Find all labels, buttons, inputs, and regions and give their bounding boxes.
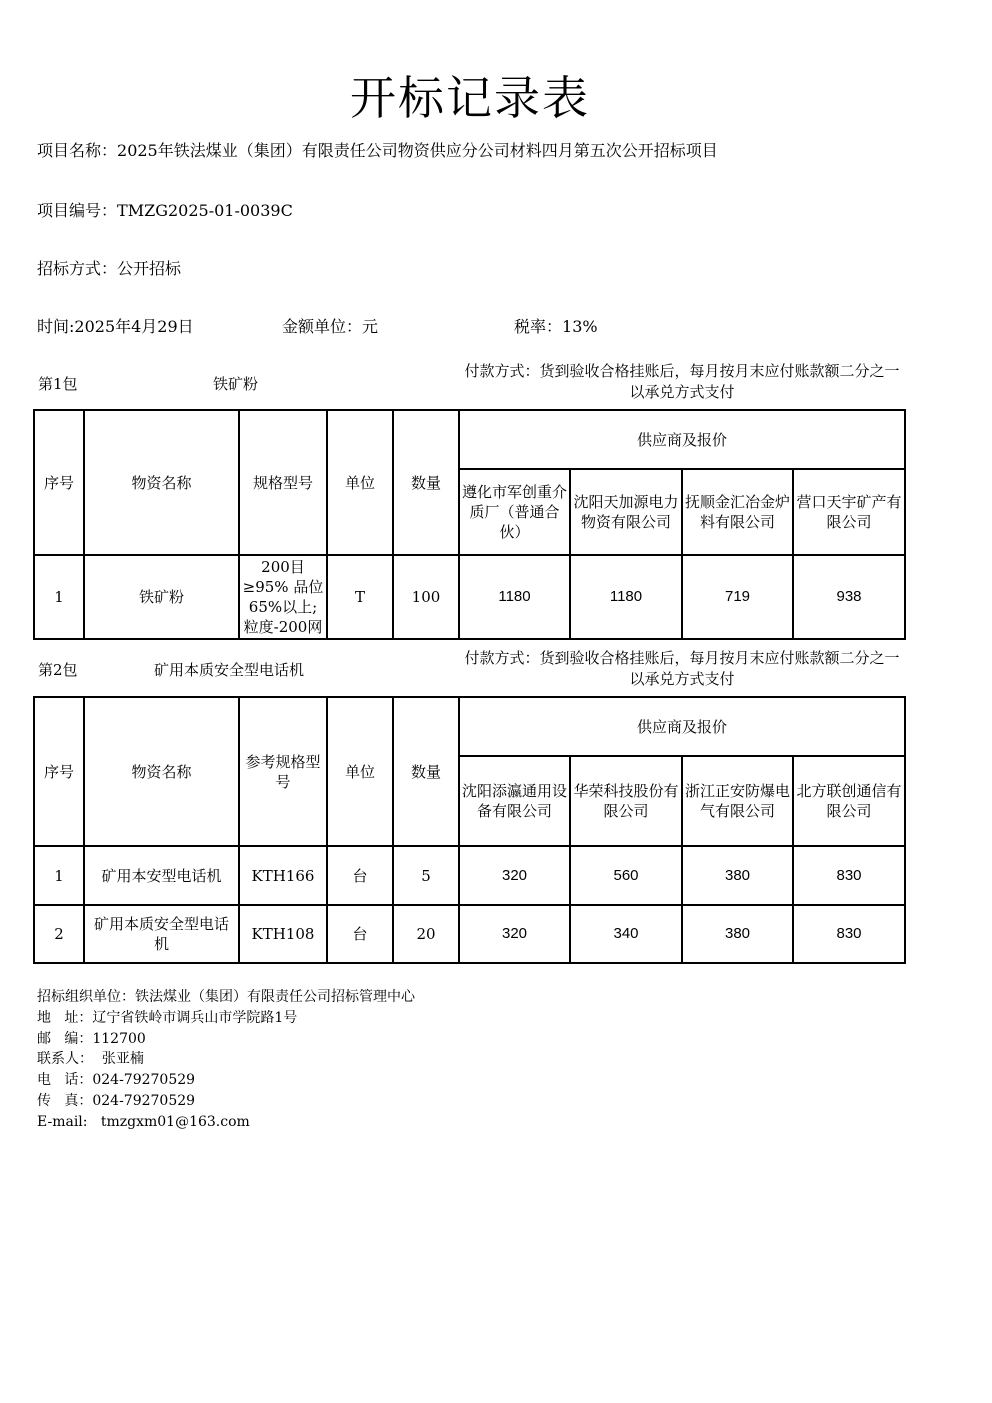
- package-2-payment-terms: 付款方式：货到验收合格挂账后，每月按月末应付账款额二分之一以承兑方式支付: [464, 649, 900, 688]
- row-price: 560: [570, 846, 682, 905]
- supplier-name: 浙江正安防爆电气有限公司: [682, 756, 793, 846]
- project-code: TMZG2025-01-0039C: [117, 201, 293, 220]
- header-suppliers: 供应商及报价: [459, 410, 905, 469]
- row-spec: KTH108: [239, 905, 327, 963]
- bid-date: 2025年4月29日: [74, 317, 194, 336]
- contact-info: [37, 987, 415, 1133]
- supplier-name: 遵化市军创重介质厂（普通合伙）: [459, 469, 570, 555]
- header-quantity: 数量: [393, 697, 459, 846]
- supplier-name: 华荣科技股份有限公司: [570, 756, 682, 846]
- header-no: 序号: [34, 697, 84, 846]
- package-1-item: 铁矿粉: [213, 375, 259, 393]
- package-2-label: 第2包: [38, 661, 78, 679]
- row-quantity: 20: [393, 905, 459, 963]
- header-unit: 单位: [327, 697, 393, 846]
- row-no: 1: [34, 846, 84, 905]
- email: E-mail: tmzgxm01@163.com: [37, 1113, 250, 1130]
- header-suppliers: 供应商及报价: [459, 697, 905, 756]
- tax-rate-label: 税率：: [514, 317, 563, 336]
- address: 地 址：辽宁省铁岭市调兵山市学院路1号: [37, 1009, 298, 1026]
- row-no: 1: [34, 555, 84, 639]
- table-row: [34, 555, 905, 639]
- row-material-name: 铁矿粉: [84, 555, 239, 639]
- bid-date-label: 时间:: [37, 317, 75, 336]
- bid-method-line: [37, 256, 181, 279]
- package-1-payment-terms: 付款方式：货到验收合格挂账后，每月按月末应付账款额二分之一以承兑方式支付: [464, 362, 900, 401]
- table-row: [34, 846, 905, 905]
- header-material-name: 物资名称: [84, 697, 239, 846]
- header-quantity: 数量: [393, 410, 459, 555]
- row-spec: 200目 ≥95% 品位65%以上;粒度-200网: [239, 555, 327, 639]
- page-title: 开标记录表: [350, 71, 590, 125]
- header-no: 序号: [34, 410, 84, 555]
- row-no: 2: [34, 905, 84, 963]
- fax: 传 真：024-79270529: [37, 1092, 196, 1109]
- supplier-name: 北方联创通信有限公司: [793, 756, 905, 846]
- contact-person: 联系人： 张亚楠: [37, 1051, 144, 1068]
- tax-rate: 13%: [562, 317, 598, 336]
- header-spec: 规格型号: [239, 410, 327, 555]
- row-price: 719: [682, 555, 793, 639]
- row-price: 320: [459, 905, 570, 963]
- currency-unit-line: [282, 314, 378, 337]
- organizer: 招标组织单位：铁法煤业（集团）有限责任公司招标管理中心: [37, 989, 415, 1005]
- row-price: 380: [682, 846, 793, 905]
- row-material-name: 矿用本质安全型电话机: [84, 905, 239, 963]
- row-material-name: 矿用本安型电话机: [84, 846, 239, 905]
- project-name-line: [37, 138, 718, 161]
- supplier-name: 营口天宇矿产有限公司: [793, 469, 905, 555]
- row-price: 1180: [570, 555, 682, 639]
- row-spec: KTH166: [239, 846, 327, 905]
- currency-unit-label: 金额单位：: [282, 317, 363, 336]
- bid-method: 公开招标: [117, 259, 182, 278]
- package-1-label: 第1包: [38, 375, 78, 393]
- row-price: 830: [793, 846, 905, 905]
- phone: 电 话：024-79270529: [37, 1072, 196, 1089]
- row-quantity: 100: [393, 555, 459, 639]
- tax-rate-line: [514, 314, 598, 337]
- project-code-line: [37, 198, 293, 221]
- project-name: 2025年铁法煤业（集团）有限责任公司物资供应分公司材料四月第五次公开招标项目: [117, 141, 718, 160]
- package-2-bid-table: [33, 696, 906, 964]
- row-price: 340: [570, 905, 682, 963]
- package-2-item: 矿用本质安全型电话机: [154, 661, 305, 679]
- row-price: 830: [793, 905, 905, 963]
- postcode: 邮 编：112700: [37, 1030, 146, 1047]
- row-price: 320: [459, 846, 570, 905]
- supplier-name: 沈阳天加源电力物资有限公司: [570, 469, 682, 555]
- header-spec: 参考规格型号: [239, 697, 327, 846]
- project-code-label: 项目编号：: [37, 201, 118, 220]
- table-row: [34, 905, 905, 963]
- header-material-name: 物资名称: [84, 410, 239, 555]
- row-price: 380: [682, 905, 793, 963]
- row-unit: 台: [327, 905, 393, 963]
- bid-method-label: 招标方式：: [37, 259, 118, 278]
- project-name-label: 项目名称：: [37, 141, 118, 160]
- row-quantity: 5: [393, 846, 459, 905]
- row-price: 1180: [459, 555, 570, 639]
- row-unit: 台: [327, 846, 393, 905]
- supplier-name: 抚顺金汇冶金炉料有限公司: [682, 469, 793, 555]
- bid-date-line: [37, 314, 194, 337]
- header-unit: 单位: [327, 410, 393, 555]
- supplier-name: 沈阳添瀛通用设备有限公司: [459, 756, 570, 846]
- row-unit: T: [327, 555, 393, 639]
- row-price: 938: [793, 555, 905, 639]
- currency-unit: 元: [362, 317, 379, 336]
- package-1-bid-table: [33, 409, 906, 640]
